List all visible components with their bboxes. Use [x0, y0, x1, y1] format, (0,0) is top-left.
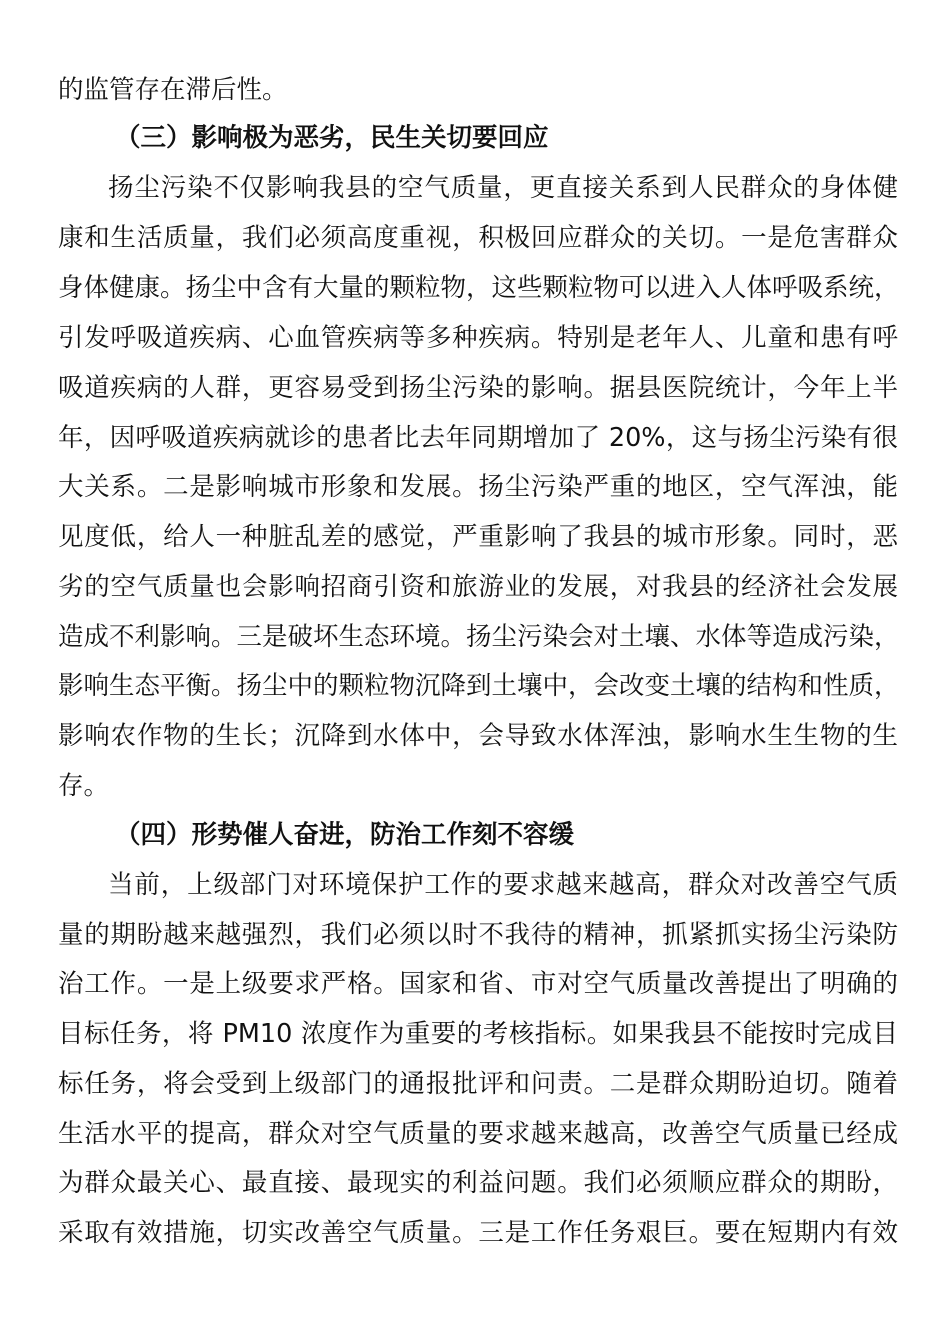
paragraph-line: 当前，上级部门对环境保护工作的要求越来越高，群众对改善空气质	[108, 870, 898, 900]
paragraph-line: 年，因呼吸道疾病就诊的患者比去年同期增加了 20%，这与扬尘污染有很	[58, 423, 898, 453]
paragraph-line: 扬尘污染不仅影响我县的空气质量，更直接关系到人民群众的身体健	[108, 173, 898, 203]
paragraph-line: 影响农作物的生长；沉降到水体中，会导致水体浑浊，影响水生生物的生	[58, 721, 898, 751]
section-heading-3: （三）影响极为恶劣，民生关切要回应	[115, 123, 549, 153]
section-heading-4: （四）形势催人奋进，防治工作刻不容缓	[115, 820, 575, 850]
paragraph-line: 量的期盼越来越强烈，我们必须以时不我待的精神，抓紧抓实扬尘污染防	[58, 920, 898, 950]
paragraph-line: 治工作。一是上级要求严格。国家和省、市对空气质量改善提出了明确的	[58, 969, 898, 999]
paragraph-line: 见度低，给人一种脏乱差的感觉，严重影响了我县的城市形象。同时，恶	[58, 522, 898, 552]
paragraph-line: 标任务，将会受到上级部门的通报批评和问责。二是群众期盼迫切。随着	[58, 1069, 898, 1099]
paragraph-line: 引发呼吸道疾病、心血管疾病等多种疾病。特别是老年人、儿童和患有呼	[58, 323, 898, 353]
paragraph-line: 为群众最关心、最直接、最现实的利益问题。我们必须顺应群众的期盼，	[58, 1168, 898, 1198]
paragraph-line: 采取有效措施，切实改善空气质量。三是工作任务艰巨。要在短期内有效	[58, 1218, 898, 1248]
paragraph-line: 造成不利影响。三是破坏生态环境。扬尘污染会对土壤、水体等造成污染，	[58, 622, 900, 652]
paragraph-line: 康和生活质量，我们必须高度重视，积极回应群众的关切。一是危害群众	[58, 223, 898, 253]
paragraph-line: 的监管存在滞后性。	[58, 75, 288, 105]
paragraph-line: 生活水平的提高，群众对空气质量的要求越来越高，改善空气质量已经成	[58, 1119, 898, 1149]
paragraph-line: 大关系。二是影响城市形象和发展。扬尘污染严重的地区，空气浑浊，能	[58, 472, 898, 502]
paragraph-line: 目标任务，将 PM10 浓度作为重要的考核指标。如果我县不能按时完成目	[58, 1019, 898, 1049]
paragraph-line: 身体健康。扬尘中含有大量的颗粒物，这些颗粒物可以进入人体呼吸系统，	[58, 273, 900, 303]
paragraph-line: 影响生态平衡。扬尘中的颗粒物沉降到土壤中，会改变土壤的结构和性质，	[58, 671, 900, 701]
paragraph-line: 劣的空气质量也会影响招商引资和旅游业的发展，对我县的经济社会发展	[58, 572, 898, 602]
paragraph-line: 存。	[58, 771, 110, 801]
paragraph-line: 吸道疾病的人群，更容易受到扬尘污染的影响。据县医院统计，今年上半	[58, 373, 898, 403]
